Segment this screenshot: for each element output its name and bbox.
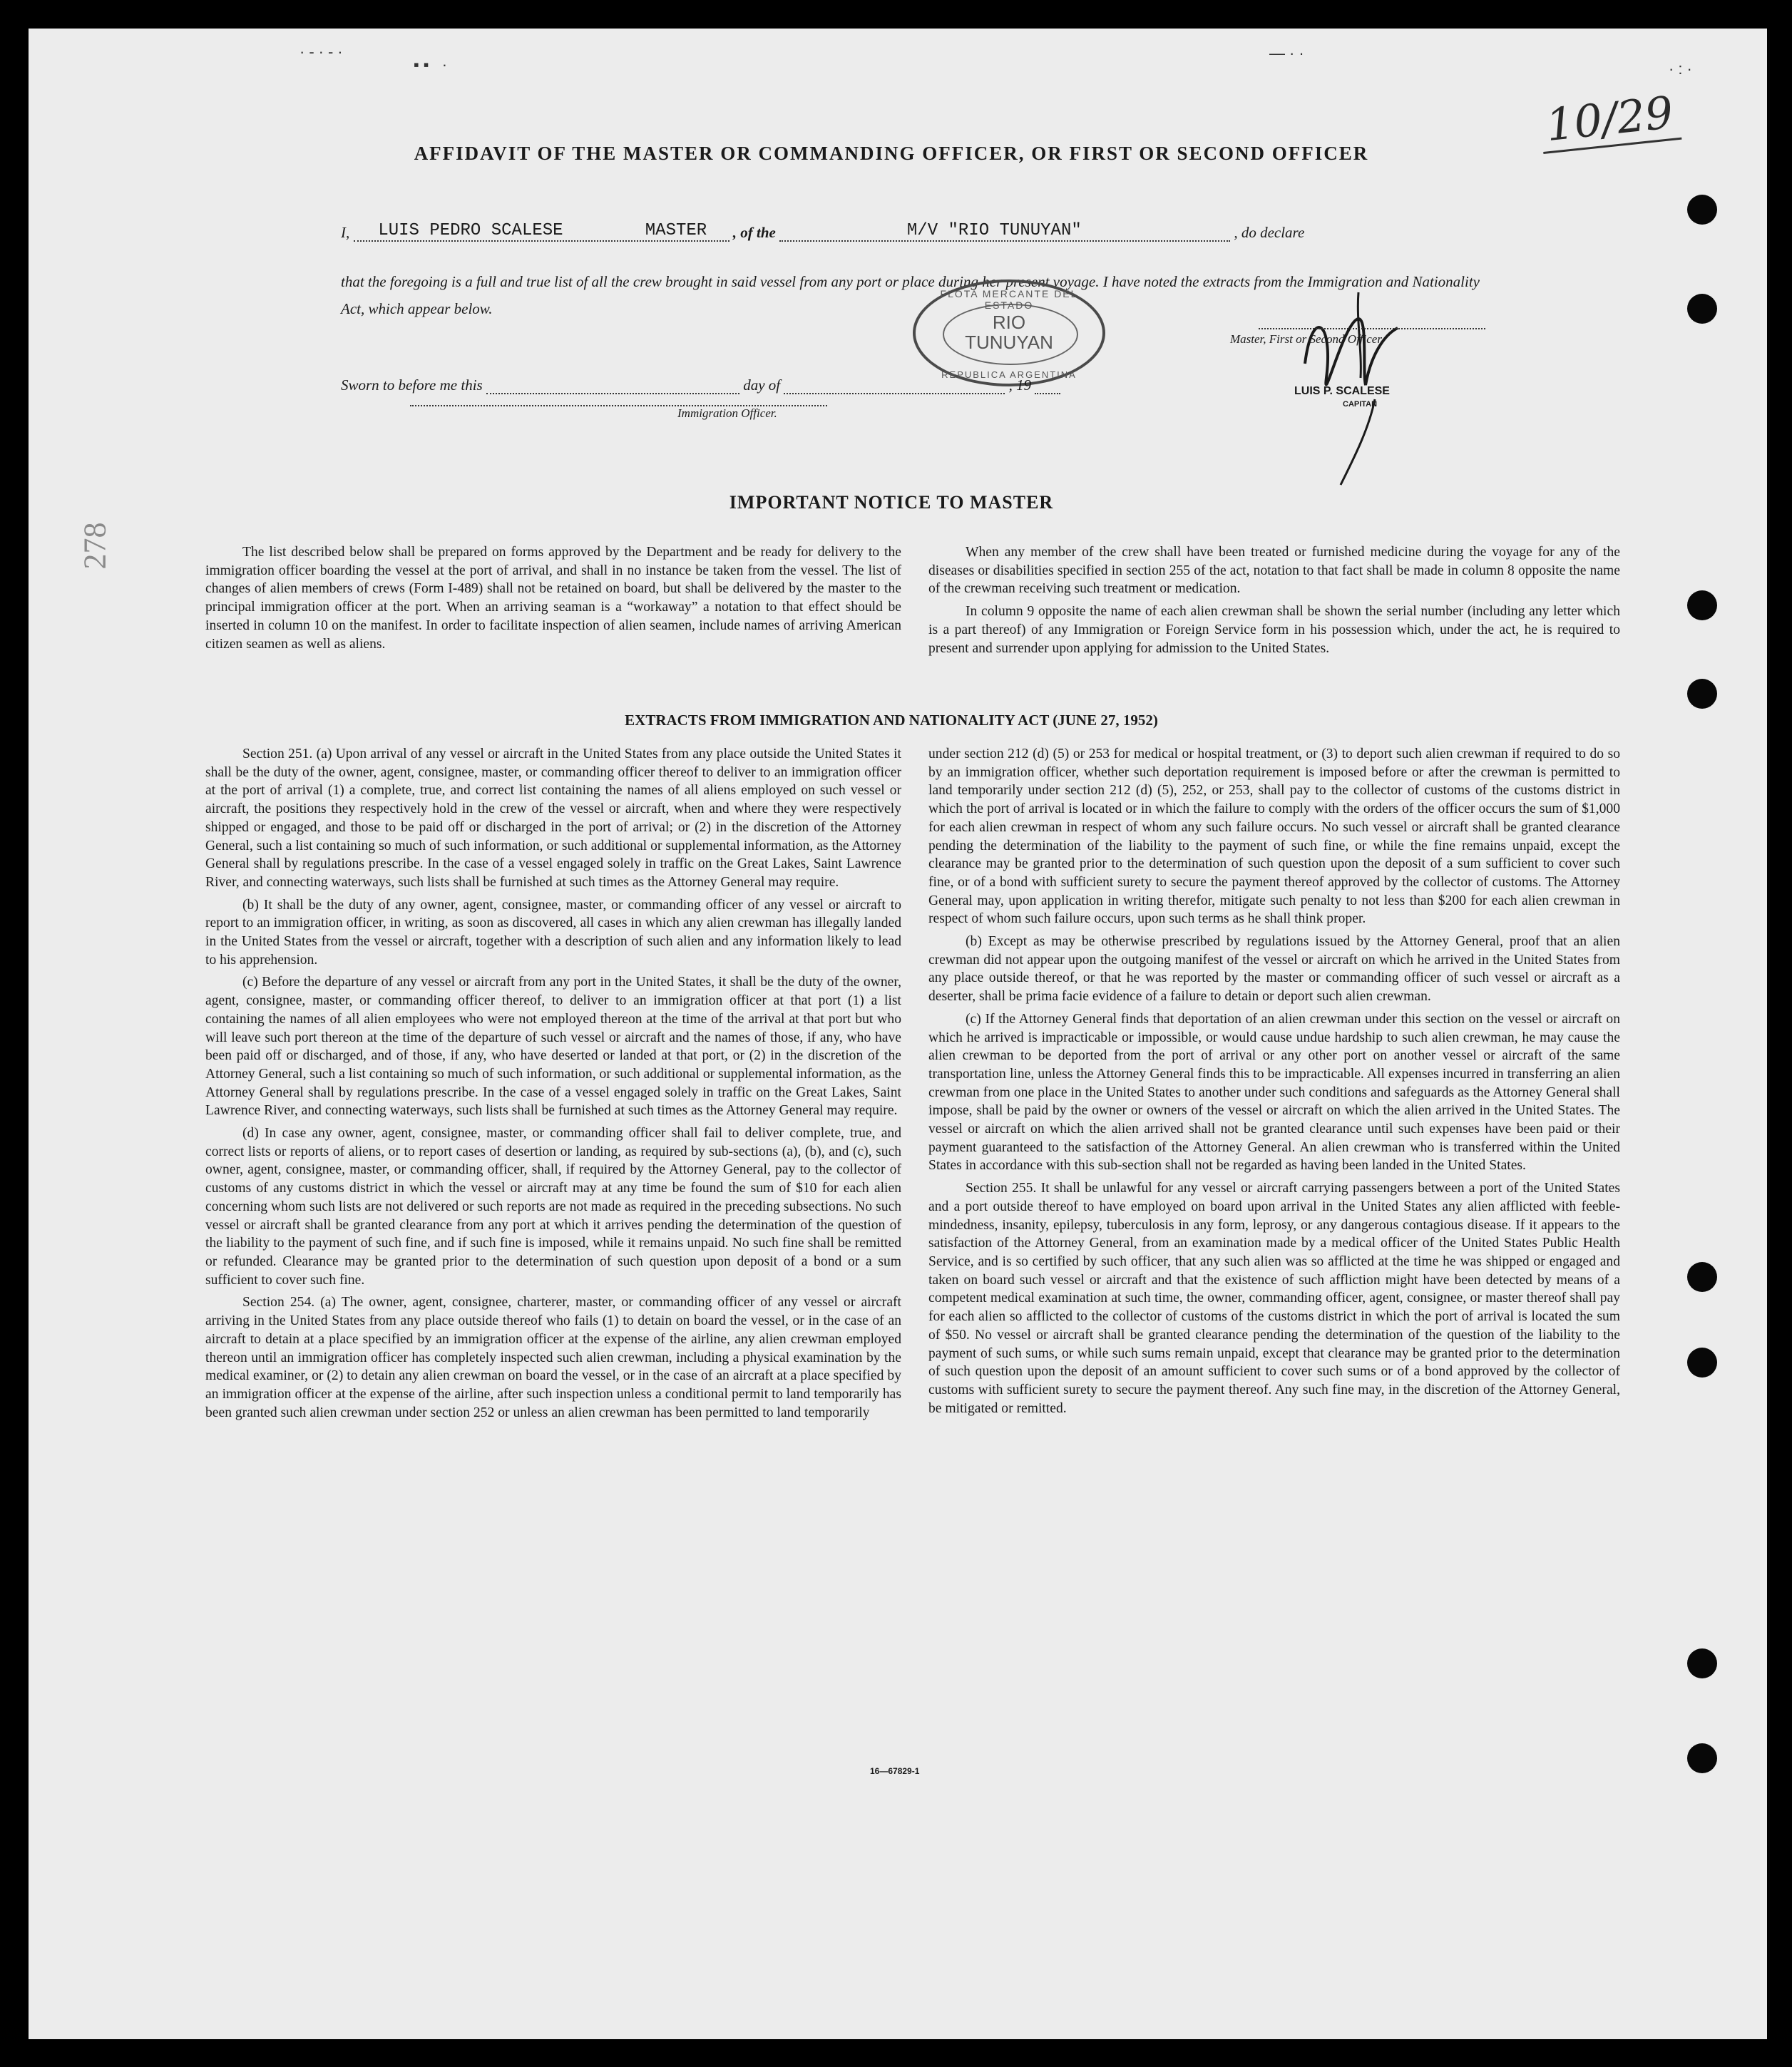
handwritten-note: 10/29 [1538,86,1682,154]
affidavit-title: AFFIDAVIT OF THE MASTER OR COMMANDING OFFICER, OR FIRST OR SECOND OFFICER [414,143,1369,164]
master-signature-label: Master, First or Second Officer. [1230,332,1384,346]
vessel-field [779,221,1230,242]
vessel-seal-bottom-text: REPUBLICA ARGENTINA [941,369,1077,380]
notice-left-column [205,543,901,657]
punch-hole [1687,1743,1717,1773]
extracts-title: EXTRACTS FROM IMMIGRATION AND NATIONALITY ACT (JUNE 27, 1952) [625,712,1158,729]
punch-hole [1687,1648,1717,1678]
day-of-label: day of [743,376,781,394]
extract-paragraph: Section 255. It shall be unlawful for any vessel or aircraft carrying passengers between a port of the United States and a port outside thereof to have employed on board upon arrival in the United States any alien afflicted with feeble-mindedness, insanity, epilepsy, tuberculosis in any form, leprosy, or any dangerous contagious disease. If it appears to the satisfaction of the Attorney General, from an examination made by a medical officer of the United States Public Health Service, and is so certified by such officer, that any such alien was so afflicted at the time he was shipped or engaged and taken on board such vessel or aircraft and that the existence of such affliction might have been detected by means of a competent medical examination at such time, the owner, commanding officer, agent, consignee, or master thereof shall pay for each alien so afflicted to the collector of customs of the customs district in which the port of arrival is located the sum of $50. No vessel or aircraft shall be granted clearance pending the determination of the question of the liability to the payment of such sums, or while such sums remain unpaid, except that clearance may be granted prior to the determination of such question upon the deposit of an amount sufficient to cover such sums or of a bond approved by the collector of customs with sufficient surety to secure the payment thereof. Any such fine may, in the discretion of the Attorney General, be mitigated or remitted. [928,1181,1620,1416]
notice-paragraph: When any member of the crew shall have been treated or furnished medicine during the voyage for any of the diseases or disabilities specified in section 255 of the act, notation to that fact shall be made in column 8 opposite the name of the crewman receiving such treatment or medication. [928,545,1620,597]
declaration-line [341,221,1489,242]
punch-hole [1687,195,1717,225]
year-label: , 19 [1008,376,1032,394]
extract-paragraph: (b) It shall be the duty of any owner, agent, consignee, master, or commanding officer of any vessel or aircraft to report to an immigration officer, in writing, as soon as discovered, all cases in which any alien crewman has illegally landed in the United States from the vessel or aircraft, together with a description of such alien and any information likely to lead to his apprehension. [205,897,901,968]
extract-paragraph: Section 254. (a) The owner, agent, consignee, charterer, master, or commanding officer of any vessel or aircraft arriving in the United States from any place outside thereof who fails (1) to detain on board the vessel, or in the case of an aircraft to detain at a place specified by an immigration officer at the expense of the airline, any alien crewman employed thereon until an immigration officer has completely inspected such alien crewman, including a physical examination by the medical examiner, or (2) to detain any alien crewman on board the vessel, or in the case of an aircraft at a place specified by an immigration officer at the expense of the airline, after such inspection unless a conditional permit to land temporarily has been granted such alien crewman under section 252 or unless an alien crewman has been permitted to land temporarily [205,1295,901,1420]
sworn-day-field [486,377,739,394]
sworn-month-field [784,377,1005,394]
extract-paragraph: (c) Before the departure of any vessel or aircraft from any port in the United States, it shall be the duty of the owner, agent, consignee, master, or commanding officer thereof, to deliver to an immigration officer at that port (1) a list containing the names of all alien employees who were not employed thereon at the time of the arrival at that port but who will leave such port thereon at the time of the departure of such vessel or aircraft and the names of those, if any, who have been paid off or discharged, and of those, if any, who have deserted or landed at that port, or (2) in the discretion of the Attorney General, such a list containing so much of such information, or such additional or supplemental information, as the Attorney General shall by regulations prescribe. In the case of a vessel engaged solely in traffic on the Great Lakes, Saint Lawrence River, and connecting waterways, such lists shall be furnished at such times as the Attorney General may require. [205,975,901,1119]
scan-specks: ▪▪ · [414,56,452,73]
extract-paragraph: (b) Except as may be otherwise prescribed by regulations issued by the Attorney General, proof that an alien crewman did not appear upon the outgoing manifest of the vessel or aircraft on which he arrived in the United States from any place outside thereof, or that he was reported by the master or commanding officer of such vessel or aircraft as a deserter, shall be prima facie evidence of a failure to detain or deport such alien crewman. [928,934,1620,1005]
notice-title: IMPORTANT NOTICE TO MASTER [729,492,1054,513]
scan-specks: ―·· [1269,44,1309,62]
declaration-text: that the foregoing is a full and true list of all the crew brought in said vessel from any port or place during her present voyage. I have noted the extracts from the Immigration and Nationality Act, which appear below. [341,273,1480,317]
vessel-seal-name: RIO TUNUYAN [965,312,1053,353]
punch-hole [1687,590,1717,620]
master-name-field [354,221,729,242]
extract-paragraph: (c) If the Attorney General finds that deportation of an alien crewman under this section on the vessel or aircraft on which he arrived is impracticable or impossible, or would cause undue hardship to such alien crewman, he may cause the alien crewman to be deported from the port of arrival or any other port on another vessel or aircraft of the same transportation line, unless the Attorney General finds this to be impracticable. All expenses incurred in transferring an alien crewman from one place in the United States to another under such conditions and safeguards as the Attorney General shall impose, shall be paid by the owner or owners of the vessel or aircraft on which the alien arrived in the United States. The vessel or aircraft on which the alien arrived shall not be granted clearance until such expenses have been paid or their payment guaranteed to the satisfaction of the Attorney General. An alien crewman who is transferred within the United States in accordance with this sub-section shall not be regarded as having been landed in the United States. [928,1011,1620,1174]
document-page [29,29,1767,2039]
captain-stamp: LUIS P. SCALESE CAPITAN [1294,385,1390,409]
extract-paragraph: Section 251. (a) Upon arrival of any vessel or aircraft in the United States from any place outside the United States it shall be the duty of the owner, agent, consignee, master, or commanding officer thereof to deliver to an immigration officer at the port of arrival (1) a complete, true, and correct list containing the names of all aliens employed on such vessel or aircraft, the positions they respectively hold in the crew of the vessel or aircraft, when and where they were respectively shipped or engaged, and those to be paid off or discharged in the port of arrival; or (2) in the discretion of the Attorney General, such a list containing so much of such information, or such additional or supplemental information, as the Attorney General shall by regulations prescribe. In the case of a vessel engaged solely in traffic on the Great Lakes, Saint Lawrence River, and connecting waterways, such lists shall be furnished at such times as the Attorney General may require. [205,747,901,890]
master-name: LUIS PEDRO SCALESE [378,221,563,240]
vessel-seal-top-text: FLOTA MERCANTE DEL ESTADO [940,288,1078,311]
master-rank: MASTER [645,221,707,240]
notice-paragraph: The list described below shall be prepared on forms approved by the Department and be ready for delivery to the immigration officer boarding the vessel at the port of arrival, and shall in no instance be taken from the vessel. The list of changes of alien members of crews (Form I-489) shall not be retained on board, but shall be delivered by the master to the principal immigration officer at the port. When an arriving seaman is a “workaway” a notation to that effect should be inserted in column 10 on the manifest. In order to facilitate inspection of alien seamen, include names of arriving American citizen seamen as well as aliens. [205,545,901,652]
punch-hole [1687,679,1717,709]
sworn-line [341,376,1060,394]
extract-paragraph: under section 212 (d) (5) or 253 for medical or hospital treatment, or (3) to deport such alien crewman if required to do so by an immigration officer, whether such deportation requirement is imposed before or after the crewman is permitted to land temporarily under section 212 (d) (5), 252, or 253, shall pay to the collector of customs of the customs district in which the port of arrival is located or in which the failure to comply with the orders of the officer occurs the sum of $1,000 for each alien crewman in respect of whom any such failure occurs. No such vessel or aircraft shall be granted clearance pending the determination of the liability to the payment of such fine, or while the fine remains unpaid, except the clearance may be granted prior to the determination of such question upon the deposit of a sum sufficient to cover such fine, or of a bond with sufficient surety to secure the payment thereof approved by the collector of customs. The Attorney General may, upon application in writing therefor, mitigate such penalty to not less than $200 for each alien crewman in respect of whom such failure occurs, upon such terms as he shall think proper. [928,747,1620,927]
master-signature-line [1259,328,1485,329]
scan-specks: ·-·-· [299,43,347,61]
vessel-name: M/V "RIO TUNUYAN" [906,221,1082,240]
form-number: 16—67829-1 [870,1766,920,1776]
of-the-label: , of the [732,224,776,241]
punch-hole [1687,1262,1717,1292]
i-label: I, [341,224,350,241]
notice-paragraph: In column 9 opposite the name of each alien crewman shall be shown the serial number (including any letter which is a part thereof) of any Immigration or Foreign Service form in his possession which, under the act, he is required to present and surrender upon applying for admission to the United States. [928,604,1620,656]
sworn-label: Sworn to before me this [341,376,483,394]
punch-hole [1687,1348,1717,1378]
extracts-left-column [205,745,901,1426]
notice-right-column [928,543,1620,662]
immigration-officer-label: Immigration Officer. [677,406,777,420]
declare-label: , do declare [1234,224,1305,241]
punch-hole [1687,294,1717,324]
margin-mark: 278 [77,522,113,570]
extracts-right-column [928,745,1620,1422]
scan-specks: ·:· [1669,60,1696,78]
vessel-seal [913,279,1105,386]
extract-paragraph: (d) In case any owner, agent, consignee, master, or commanding officer shall fail to deliver complete, true, and correct lists or reports of aliens, or to report cases of desertion or landing, as required by sub-sections (a), (b), and (c), such owner, agent, consignee, master, or commanding officer, shall, if required by the Attorney General, pay to the collector of customs of any customs district in which the vessel or aircraft may at any time be found the sum of $10 for each alien concerning whom such lists are not delivered or such reports are not made as required in the preceding subsections. No such vessel or aircraft shall be granted clearance from any port at which it arrives pending the determination of the question of the liability to the payment of such fine, and if such fine is imposed, while it remains unpaid. No such fine shall be remitted or refunded. Clearance may be granted prior to the determination of such question upon deposit of a bond or a sum sufficient to cover such fine. [205,1126,901,1288]
sworn-year-field [1035,377,1060,394]
